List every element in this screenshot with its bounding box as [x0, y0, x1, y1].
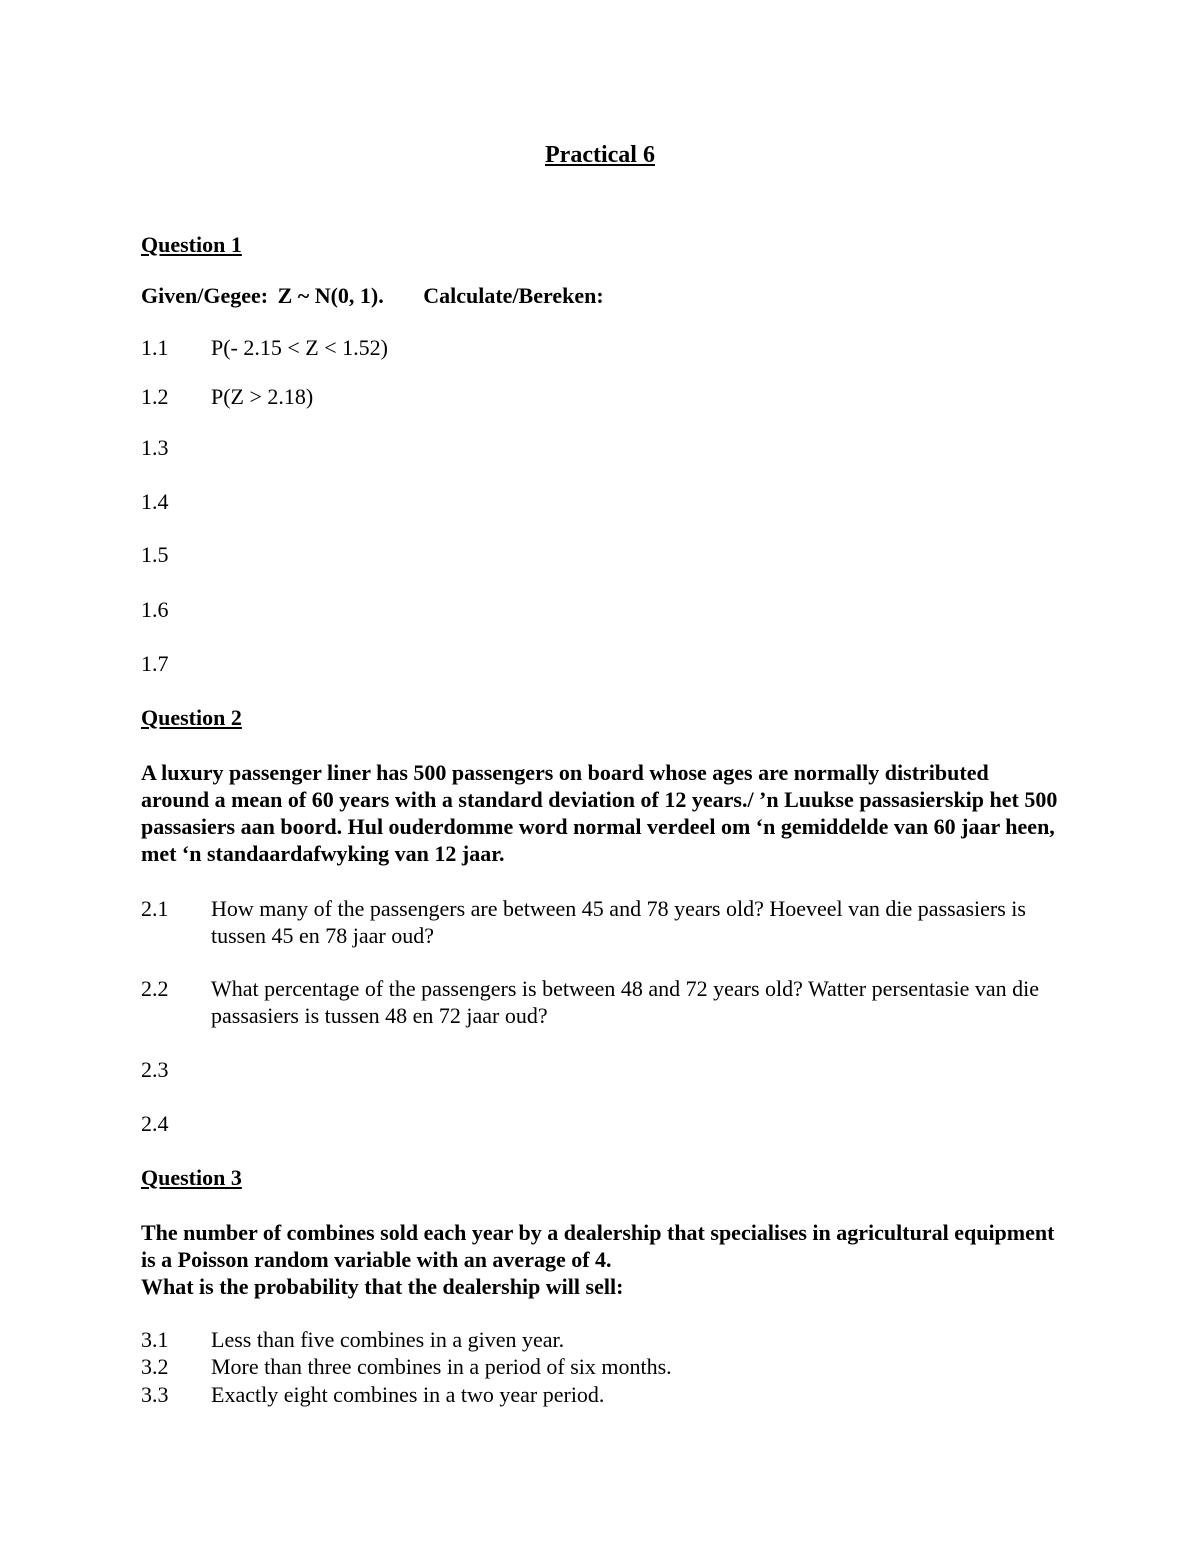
- item-text: How many of the passengers are between 45 and 78 years old? Hoeveel van die passasiers is tussen 45 en 78 jaar oud?: [211, 896, 1026, 948]
- item-number: 2.4: [141, 1111, 169, 1136]
- item-number: 1.5: [141, 542, 169, 567]
- question-3-intro-text: The number of combines sold each year by a dealership that specialises in agricultural equipment is a Poisson random variable with an average of 4.: [141, 1220, 1055, 1272]
- item-number: 2.1: [141, 896, 169, 921]
- question-1-heading: Question 1: [141, 232, 242, 257]
- calculate-label: Calculate/Bereken:: [423, 283, 604, 308]
- item-number: 1.6: [141, 597, 169, 622]
- item-number: 1.2: [141, 384, 169, 409]
- given-expression: Z ~ N(0, 1).: [277, 283, 384, 308]
- question-3-heading: Question 3: [141, 1165, 242, 1190]
- question-2-intro: A luxury passenger liner has 500 passengers on board whose ages are normally distributed around a mean of 60 years with a standard deviation of 12 years./ ’n Luukse passasierskip het 500 passasiers aan boord. Hul ouderdomme word normal verdeel om ‘n gemiddelde van 60 jaar heen, met ‘n standaardafwyking van 12 jaar.: [141, 760, 1058, 866]
- given-label: Given/Gegee:: [141, 283, 269, 308]
- item-number: 3.2: [141, 1354, 169, 1379]
- question-2-heading: Question 2: [141, 705, 242, 730]
- item-number: 1.3: [141, 435, 169, 460]
- question-1-given: [141, 282, 604, 309]
- item-number: 1.4: [141, 489, 169, 514]
- question-3-intro: [141, 1219, 1061, 1300]
- item-number: 1.7: [141, 651, 169, 676]
- page-title: Practical 6: [545, 142, 655, 168]
- item-number: 2.2: [141, 976, 169, 1001]
- item-number: 1.1: [141, 335, 169, 360]
- item-text: More than three combines in a period of six months.: [211, 1354, 672, 1379]
- question-3-prompt: What is the probability that the dealership will sell:: [141, 1274, 624, 1299]
- item-text: Less than five combines in a given year.: [211, 1327, 565, 1352]
- item-number: 3.3: [141, 1382, 169, 1407]
- item-text: Exactly eight combines in a two year period.: [211, 1382, 605, 1407]
- item-number: 2.3: [141, 1057, 169, 1082]
- item-text: P(Z > 2.18): [211, 384, 314, 409]
- item-text: P(- 2.15 < Z < 1.52): [211, 335, 388, 360]
- item-text: What percentage of the passengers is between 48 and 72 years old? Watter persentasie van die passasiers is tussen 48 en 72 jaar oud?: [211, 976, 1039, 1028]
- item-number: 3.1: [141, 1327, 169, 1352]
